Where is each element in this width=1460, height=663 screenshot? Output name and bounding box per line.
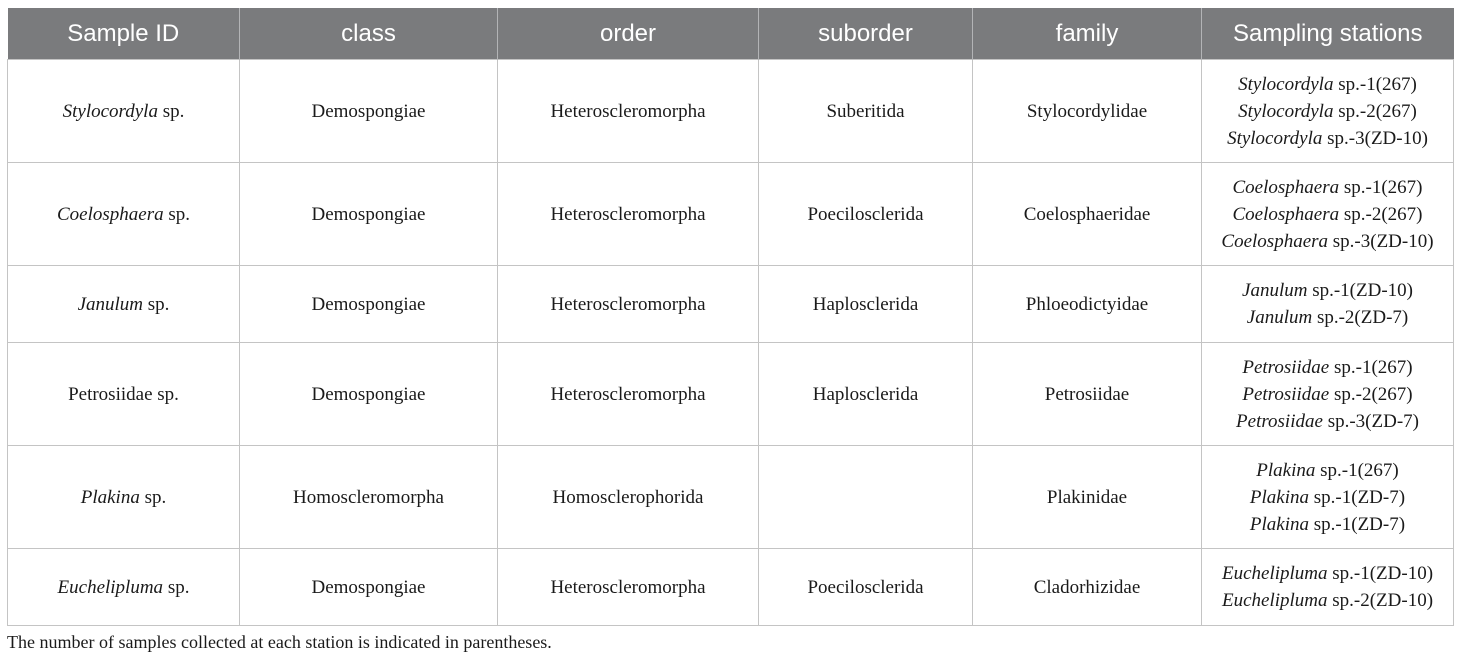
station-entry	[1202, 511, 1453, 538]
station-entry	[1202, 587, 1453, 614]
cell-suborder	[759, 446, 973, 549]
species-suffix: sp.-1(267)	[1333, 73, 1417, 95]
station-entry	[1202, 484, 1453, 511]
species-suffix: sp.-1(ZD-7)	[1309, 513, 1406, 535]
genus-name: Euchelipluma	[57, 576, 164, 598]
cell-sampling-stations	[1202, 266, 1454, 343]
genus-name: Plakina	[80, 486, 140, 508]
genus-name: Janulum	[1242, 280, 1308, 301]
cell-family: Stylocordylidae	[973, 60, 1202, 163]
genus-name: Coelosphaera	[56, 203, 164, 225]
species-suffix: sp.-1(ZD-10)	[1307, 280, 1413, 301]
species-suffix: sp.-1(ZD-7)	[1309, 486, 1406, 508]
station-entry	[1202, 277, 1453, 304]
species-suffix: sp.-2(ZD-7)	[1312, 307, 1409, 328]
header-row	[8, 8, 1454, 60]
table-row	[8, 549, 1454, 626]
cell-sampling-stations	[1202, 60, 1454, 163]
cell-family: Coelosphaeridae	[973, 163, 1202, 266]
cell-order: Heteroscleromorpha	[498, 60, 759, 163]
station-entry	[1202, 560, 1453, 587]
station-entry	[1202, 98, 1453, 125]
cell-sample-id	[8, 343, 240, 446]
cell-sampling-stations	[1202, 446, 1454, 549]
cell-sample-id	[8, 163, 240, 266]
cell-class: Demospongiae	[240, 343, 498, 446]
table-row	[8, 446, 1454, 549]
genus-name: Plakina	[1249, 486, 1310, 508]
genus-name: Petrosiidae	[1236, 410, 1323, 432]
table-header	[8, 8, 1454, 60]
header-sample-id: Sample ID	[8, 8, 240, 60]
genus-name: Euchelipluma	[1221, 563, 1328, 584]
genus-name: Stylocordyla	[1238, 100, 1334, 122]
genus-name: Coelosphaera	[1232, 176, 1340, 198]
cell-order: Heteroscleromorpha	[498, 549, 759, 626]
station-entry	[1202, 381, 1453, 408]
taxonomy-table	[7, 8, 1454, 626]
cell-family: Plakinidae	[973, 446, 1202, 549]
genus-name: Euchelipluma	[1221, 590, 1328, 611]
genus-name: Plakina	[1249, 513, 1310, 535]
species-suffix: sp.-2(ZD-10)	[1327, 590, 1434, 611]
station-entry	[1202, 228, 1453, 255]
cell-family: Phloeodictyidae	[973, 266, 1202, 343]
genus-name: Petrosiidae	[1242, 356, 1330, 378]
species-suffix: sp.-2(267)	[1339, 203, 1423, 225]
species-suffix: sp.-2(267)	[1329, 383, 1413, 405]
species-suffix: sp.-1(267)	[1329, 356, 1413, 378]
cell-order: Homosclerophorida	[498, 446, 759, 549]
station-entry	[1202, 201, 1453, 228]
cell-order: Heteroscleromorpha	[498, 266, 759, 343]
cell-sampling-stations	[1202, 549, 1454, 626]
cell-family: Petrosiidae	[973, 343, 1202, 446]
cell-sample-id	[8, 266, 240, 343]
species-suffix: sp.-1(267)	[1315, 459, 1399, 481]
cell-family: Cladorhizidae	[973, 549, 1202, 626]
genus-name: Petrosiidae	[1242, 383, 1330, 405]
cell-sampling-stations	[1202, 163, 1454, 266]
header-suborder: suborder	[759, 8, 973, 60]
species-suffix: sp.-2(267)	[1333, 100, 1417, 122]
cell-order: Heteroscleromorpha	[498, 343, 759, 446]
station-entry	[1202, 174, 1453, 201]
table-row	[8, 60, 1454, 163]
species-suffix: sp.	[163, 203, 190, 225]
cell-suborder: Poecilosclerida	[759, 549, 973, 626]
table-row	[8, 163, 1454, 266]
species-suffix: sp.	[157, 100, 185, 122]
cell-suborder: Poecilosclerida	[759, 163, 973, 266]
cell-suborder: Haplosclerida	[759, 266, 973, 343]
genus-name: Stylocordyla	[1238, 73, 1334, 95]
genus-name: Coelosphaera	[1232, 203, 1340, 225]
cell-class: Demospongiae	[240, 60, 498, 163]
cell-class: Homoscleromorpha	[240, 446, 498, 549]
cell-class: Demospongiae	[240, 266, 498, 343]
species-suffix: sp.-3(ZD-10)	[1328, 230, 1434, 252]
species-suffix: sp.	[139, 486, 167, 508]
species-suffix: sp.-3(ZD-7)	[1322, 410, 1419, 432]
species-suffix: sp.-3(ZD-10)	[1322, 127, 1428, 149]
genus-name: Stylocordyla	[1227, 127, 1323, 149]
species-suffix: sp.-1(267)	[1339, 176, 1423, 198]
header-order: order	[498, 8, 759, 60]
station-entry	[1202, 71, 1453, 98]
station-entry	[1202, 304, 1453, 331]
species-suffix: sp.	[163, 576, 190, 598]
genus-name: Janulum	[77, 293, 144, 315]
genus-name: Janulum	[1246, 307, 1313, 328]
cell-class: Demospongiae	[240, 549, 498, 626]
station-entry	[1202, 354, 1453, 381]
genus-name: Stylocordyla	[62, 100, 158, 122]
table-row	[8, 266, 1454, 343]
cell-sample-id	[8, 549, 240, 626]
header-family: family	[973, 8, 1202, 60]
station-entry	[1202, 457, 1453, 484]
header-class: class	[240, 8, 498, 60]
species-suffix: sp.-1(ZD-10)	[1327, 563, 1434, 584]
species-suffix: Petrosiidae sp.	[68, 383, 179, 405]
cell-order: Heteroscleromorpha	[498, 163, 759, 266]
table-body	[8, 60, 1454, 626]
cell-sampling-stations	[1202, 343, 1454, 446]
station-entry	[1202, 408, 1453, 435]
table-footnote: The number of samples collected at each station is indicated in parentheses.	[7, 632, 552, 652]
cell-sample-id	[8, 60, 240, 163]
cell-sample-id	[8, 446, 240, 549]
cell-suborder: Haplosclerida	[759, 343, 973, 446]
cell-class: Demospongiae	[240, 163, 498, 266]
station-entry	[1202, 125, 1453, 152]
genus-name: Coelosphaera	[1221, 230, 1329, 252]
genus-name: Plakina	[1256, 459, 1316, 481]
header-sampling-stations: Sampling stations	[1202, 8, 1454, 60]
cell-suborder: Suberitida	[759, 60, 973, 163]
table-row	[8, 343, 1454, 446]
species-suffix: sp.	[143, 293, 170, 315]
